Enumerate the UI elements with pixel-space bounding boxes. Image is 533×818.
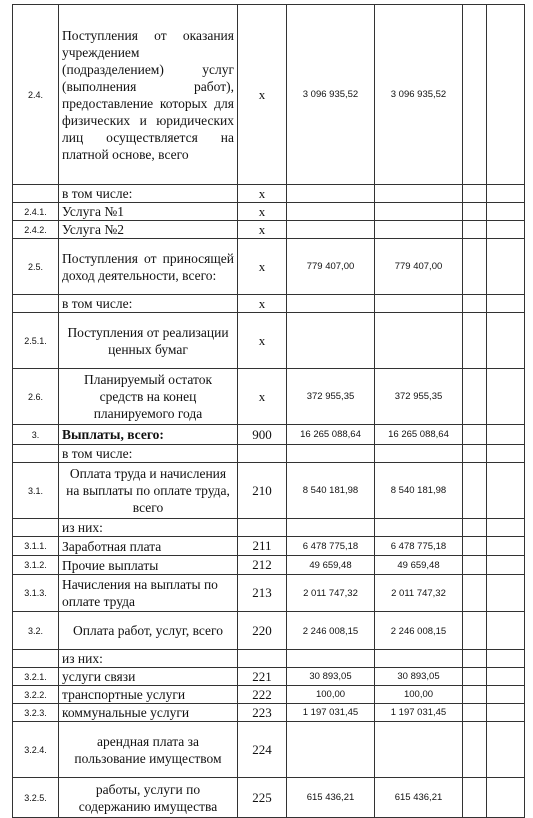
row-code: 2.4.2.	[13, 221, 59, 239]
row-kod: х	[238, 369, 287, 425]
row-name: работы, услуги по содержанию имущества	[59, 778, 238, 818]
row-sum-total	[287, 295, 375, 313]
row-sum-budget	[375, 185, 463, 203]
table-row	[13, 668, 525, 686]
empty-cell	[487, 704, 525, 722]
empty-cell	[463, 612, 487, 650]
row-name: из них:	[59, 519, 238, 537]
empty-cell	[487, 537, 525, 556]
table-row	[13, 704, 525, 722]
row-code: 3.1.1.	[13, 537, 59, 556]
row-code: 3.	[13, 425, 59, 445]
row-name: Начисления на выплаты по оплате труда	[59, 575, 238, 612]
row-code: 3.2.2.	[13, 686, 59, 704]
row-kod: х	[238, 239, 287, 295]
row-sum-total	[287, 519, 375, 537]
empty-cell	[487, 203, 525, 221]
row-code: 3.2.3.	[13, 704, 59, 722]
empty-cell	[487, 722, 525, 778]
row-sum-budget: 100,00	[375, 686, 463, 704]
row-sum-budget: 2 246 008,15	[375, 612, 463, 650]
row-sum-total: 2 011 747,32	[287, 575, 375, 612]
row-code: 3.1.3.	[13, 575, 59, 612]
row-sum-total	[287, 722, 375, 778]
table-row	[13, 295, 525, 313]
row-name: Услуга №2	[59, 221, 238, 239]
row-sum-budget: 30 893,05	[375, 668, 463, 686]
row-kod: 210	[238, 463, 287, 519]
table-row	[13, 313, 525, 369]
row-sum-budget: 615 436,21	[375, 778, 463, 818]
row-sum-budget: 372 955,35	[375, 369, 463, 425]
empty-cell	[487, 369, 525, 425]
row-sum-total	[287, 313, 375, 369]
table-row	[13, 537, 525, 556]
table-row	[13, 203, 525, 221]
empty-cell	[463, 221, 487, 239]
empty-cell	[487, 519, 525, 537]
empty-cell	[463, 185, 487, 203]
row-code	[13, 519, 59, 537]
row-sum-total: 30 893,05	[287, 668, 375, 686]
empty-cell	[463, 686, 487, 704]
empty-cell	[463, 704, 487, 722]
table-row	[13, 612, 525, 650]
row-kod: 900	[238, 425, 287, 445]
empty-cell	[463, 295, 487, 313]
row-sum-total: 6 478 775,18	[287, 537, 375, 556]
row-sum-budget: 779 407,00	[375, 239, 463, 295]
row-name: Услуга №1	[59, 203, 238, 221]
empty-cell	[487, 463, 525, 519]
row-name: Поступления от реализации ценных бумаг	[59, 313, 238, 369]
table-row	[13, 556, 525, 575]
row-sum-total	[287, 445, 375, 463]
row-sum-budget: 49 659,48	[375, 556, 463, 575]
row-sum-budget: 6 478 775,18	[375, 537, 463, 556]
row-code: 3.2.1.	[13, 668, 59, 686]
table-row	[13, 5, 525, 185]
empty-cell	[487, 295, 525, 313]
row-kod	[238, 650, 287, 668]
row-kod: х	[238, 295, 287, 313]
row-name: арендная плата за пользование имуществом	[59, 722, 238, 778]
row-sum-budget	[375, 519, 463, 537]
row-code: 3.2.4.	[13, 722, 59, 778]
row-name: Выплаты, всего:	[59, 425, 238, 445]
row-sum-budget	[375, 722, 463, 778]
row-name: Заработная плата	[59, 537, 238, 556]
row-sum-total	[287, 185, 375, 203]
row-sum-total: 16 265 088,64	[287, 425, 375, 445]
row-kod: 213	[238, 575, 287, 612]
row-kod: 220	[238, 612, 287, 650]
empty-cell	[463, 778, 487, 818]
empty-cell	[463, 556, 487, 575]
row-sum-budget: 2 011 747,32	[375, 575, 463, 612]
empty-cell	[487, 239, 525, 295]
table-row	[13, 445, 525, 463]
table-row	[13, 778, 525, 818]
row-sum-total: 779 407,00	[287, 239, 375, 295]
budget-plan-table	[12, 4, 525, 818]
table-row	[13, 369, 525, 425]
row-sum-total	[287, 221, 375, 239]
row-sum-total: 8 540 181,98	[287, 463, 375, 519]
row-kod: 223	[238, 704, 287, 722]
row-code	[13, 185, 59, 203]
row-kod: 211	[238, 537, 287, 556]
empty-cell	[487, 668, 525, 686]
row-sum-budget	[375, 313, 463, 369]
empty-cell	[463, 519, 487, 537]
row-name: в том числе:	[59, 445, 238, 463]
row-sum-total: 1 197 031,45	[287, 704, 375, 722]
row-kod: 212	[238, 556, 287, 575]
row-sum-budget	[375, 650, 463, 668]
empty-cell	[463, 650, 487, 668]
row-sum-total: 615 436,21	[287, 778, 375, 818]
empty-cell	[487, 185, 525, 203]
row-code: 3.1.2.	[13, 556, 59, 575]
row-kod	[238, 519, 287, 537]
empty-cell	[487, 650, 525, 668]
row-code: 2.5.1.	[13, 313, 59, 369]
empty-cell	[463, 668, 487, 686]
row-name: услуги связи	[59, 668, 238, 686]
empty-cell	[487, 778, 525, 818]
row-kod: х	[238, 313, 287, 369]
row-sum-total: 372 955,35	[287, 369, 375, 425]
row-name: в том числе:	[59, 185, 238, 203]
table-row	[13, 221, 525, 239]
table-row	[13, 185, 525, 203]
row-name: Поступления от оказания учреждением (подразделением) услуг (выполнения работ), предоставление которых для физических и юридических лиц осуществляется на платной основе, всего	[59, 5, 238, 185]
empty-cell	[463, 463, 487, 519]
row-kod	[238, 445, 287, 463]
table-row	[13, 575, 525, 612]
row-name: Оплата труда и начисления на выплаты по оплате труда, всего	[59, 463, 238, 519]
table-row	[13, 519, 525, 537]
empty-cell	[487, 612, 525, 650]
row-code: 2.5.	[13, 239, 59, 295]
row-sum-budget	[375, 221, 463, 239]
row-kod: 225	[238, 778, 287, 818]
table-row	[13, 463, 525, 519]
empty-cell	[463, 203, 487, 221]
empty-cell	[487, 425, 525, 445]
row-code: 2.4.1.	[13, 203, 59, 221]
empty-cell	[463, 369, 487, 425]
empty-cell	[487, 313, 525, 369]
row-sum-budget	[375, 203, 463, 221]
row-sum-budget: 16 265 088,64	[375, 425, 463, 445]
row-kod: х	[238, 185, 287, 203]
empty-cell	[487, 556, 525, 575]
row-kod: х	[238, 5, 287, 185]
row-sum-budget: 8 540 181,98	[375, 463, 463, 519]
row-sum-budget	[375, 445, 463, 463]
empty-cell	[487, 5, 525, 185]
row-code	[13, 295, 59, 313]
budget-plan-table-page	[12, 4, 524, 818]
row-kod: х	[238, 221, 287, 239]
empty-cell	[463, 239, 487, 295]
row-code	[13, 445, 59, 463]
row-name: коммунальные услуги	[59, 704, 238, 722]
row-name: Поступления от приносящей доход деятельности, всего:	[59, 239, 238, 295]
row-sum-total: 3 096 935,52	[287, 5, 375, 185]
empty-cell	[463, 445, 487, 463]
row-sum-total: 2 246 008,15	[287, 612, 375, 650]
row-kod: х	[238, 203, 287, 221]
row-code: 3.2.	[13, 612, 59, 650]
row-name: Оплата работ, услуг, всего	[59, 612, 238, 650]
row-name: из них:	[59, 650, 238, 668]
row-sum-total	[287, 203, 375, 221]
empty-cell	[463, 575, 487, 612]
row-name: транспортные услуги	[59, 686, 238, 704]
row-sum-total: 100,00	[287, 686, 375, 704]
table-row	[13, 722, 525, 778]
row-kod: 224	[238, 722, 287, 778]
empty-cell	[487, 221, 525, 239]
row-code: 2.6.	[13, 369, 59, 425]
empty-cell	[463, 722, 487, 778]
row-kod: 221	[238, 668, 287, 686]
row-sum-budget: 3 096 935,52	[375, 5, 463, 185]
row-sum-budget: 1 197 031,45	[375, 704, 463, 722]
table-row	[13, 650, 525, 668]
empty-cell	[487, 686, 525, 704]
empty-cell	[463, 313, 487, 369]
row-code: 3.2.5.	[13, 778, 59, 818]
row-code: 3.1.	[13, 463, 59, 519]
table-row	[13, 239, 525, 295]
row-name: Планируемый остаток средств на конец планируемого года	[59, 369, 238, 425]
empty-cell	[463, 537, 487, 556]
table-row	[13, 425, 525, 445]
empty-cell	[463, 5, 487, 185]
empty-cell	[487, 445, 525, 463]
row-sum-budget	[375, 295, 463, 313]
empty-cell	[463, 425, 487, 445]
row-name: Прочие выплаты	[59, 556, 238, 575]
table-row	[13, 686, 525, 704]
row-sum-total	[287, 650, 375, 668]
row-sum-total: 49 659,48	[287, 556, 375, 575]
empty-cell	[487, 575, 525, 612]
row-name: в том числе:	[59, 295, 238, 313]
row-code	[13, 650, 59, 668]
row-code: 2.4.	[13, 5, 59, 185]
row-kod: 222	[238, 686, 287, 704]
